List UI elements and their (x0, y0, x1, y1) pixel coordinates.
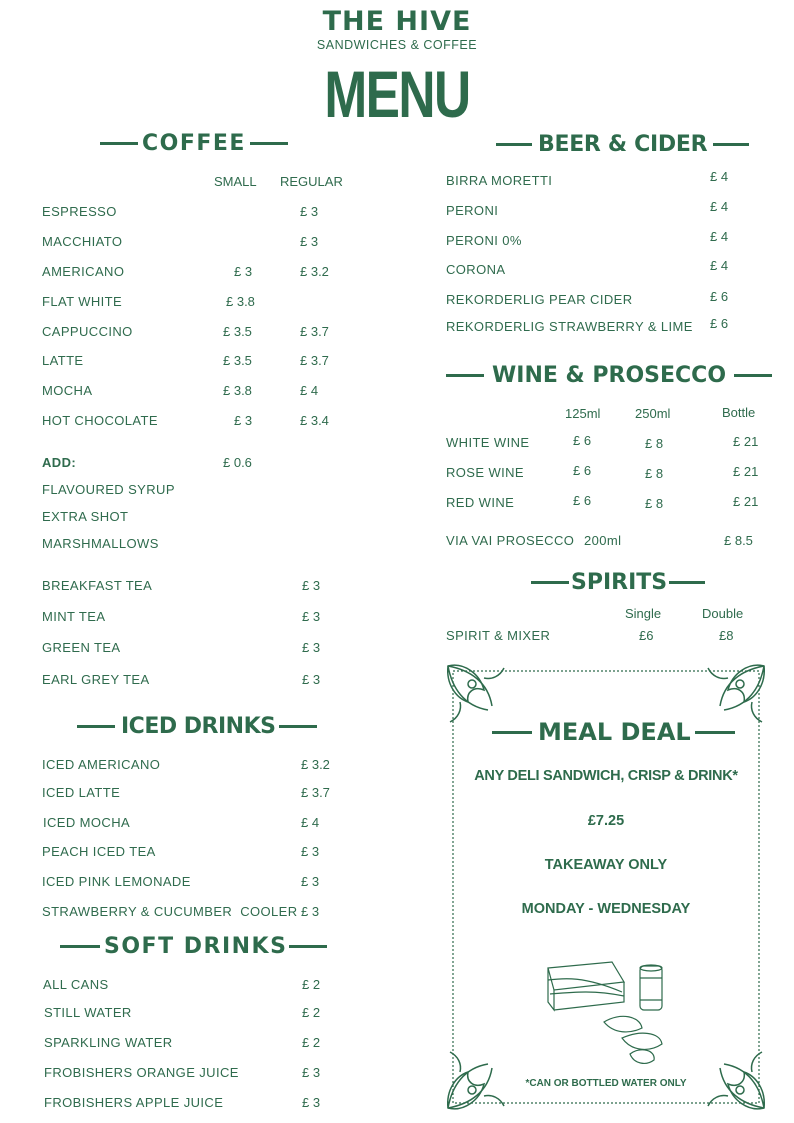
menu-item-name: EARL GREY TEA (42, 672, 150, 687)
menu-item-price: £ 3 (301, 874, 320, 889)
coffee-col-small: SMALL (214, 174, 257, 189)
menu-item-name: ICED PINK LEMONADE (42, 874, 191, 889)
heading-dash (100, 142, 138, 145)
menu-item-price-small: £ 3 (234, 413, 253, 428)
meal-deal-price: £7.25 (587, 813, 625, 829)
ornament-icon (708, 665, 764, 722)
wine-col-250: 250ml (635, 406, 671, 421)
menu-item-price: £ 2 (302, 1005, 321, 1020)
meal-deal-days: MONDAY - WEDNESDAY (521, 901, 691, 917)
menu-item-name: CAPPUCCINO (42, 324, 133, 339)
spirits-heading-text: SPIRITS (571, 570, 668, 595)
menu-item-price-125: £ 6 (573, 433, 592, 448)
menu-item-price: £ 4 (710, 258, 729, 273)
menu-item-name: MINT TEA (42, 609, 106, 624)
wine-heading (446, 363, 772, 388)
menu-item-price-bottle: £ 21 (733, 494, 759, 509)
heading-dash (669, 581, 705, 584)
menu-item-price: £ 2 (302, 977, 321, 992)
menu-item-price-regular: £ 3.7 (300, 324, 329, 339)
menu-item-name: ESPRESSO (42, 204, 117, 219)
menu-item-price: £ 4 (301, 815, 320, 830)
menu-item-price: £ 6 (710, 289, 729, 304)
menu-item-price-250: £ 8 (645, 496, 664, 511)
menu-item-name: PERONI 0% (446, 233, 522, 248)
menu-item-name: PEACH ICED TEA (42, 844, 156, 859)
menu-item-name: WHITE WINE (446, 435, 530, 450)
menu-item-name: ICED AMERICANO (42, 757, 161, 772)
menu-item-name: PERONI (446, 203, 499, 218)
menu-item-price: £ 3 (302, 578, 321, 593)
spirits-col-double: Double (702, 606, 744, 621)
menu-item-name: FROBISHERS ORANGE JUICE (44, 1065, 239, 1080)
menu-item-price: £ 4 (710, 229, 729, 244)
menu-item-price: £ 3.2 (301, 757, 330, 772)
spirits-price-single: £6 (639, 628, 654, 643)
menu-item-name: HOT CHOCOLATE (42, 413, 158, 428)
menu-item-name: SPIRIT & MIXER (446, 628, 551, 643)
prosecco-price: £ 8.5 (724, 533, 753, 548)
iced-heading-text: ICED DRINKS (121, 714, 276, 739)
heading-dash (289, 945, 327, 948)
menu-item-name: BREAKFAST TEA (42, 578, 153, 593)
menu-item-price: £ 3 (302, 672, 321, 687)
coffee-heading (100, 131, 288, 156)
menu-item-price-125: £ 6 (573, 463, 592, 478)
heading-dash (531, 581, 569, 584)
menu-item-price-250: £ 8 (645, 466, 664, 481)
heading-dash (713, 143, 749, 146)
can-icon (640, 965, 662, 1010)
menu-item-name: MACCHIATO (42, 234, 123, 249)
heading-dash (446, 374, 484, 377)
menu-item-price: £ 3 (302, 609, 321, 624)
menu-item-price: £ 2 (302, 1035, 321, 1050)
spirits-price-double: £8 (719, 628, 734, 643)
brand-title: THE HIVE (322, 6, 472, 37)
menu-item-price-regular: £ 3.7 (300, 353, 329, 368)
meal-deal-takeaway: TAKEAWAY ONLY (544, 857, 668, 873)
menu-item-name: RED WINE (446, 495, 515, 510)
wine-col-125: 125ml (565, 406, 601, 421)
menu-item-name: LATTE (42, 353, 84, 368)
spirits-heading (531, 570, 705, 595)
ornament-icon (448, 665, 504, 722)
add-label: ADD: (42, 455, 77, 470)
menu-item-name: ICED LATTE (42, 785, 121, 800)
menu-item-price-regular: £ 4 (300, 383, 319, 398)
coffee-col-regular: REGULAR (280, 174, 343, 189)
menu-item-name: AMERICANO (42, 264, 125, 279)
menu-item-price-small: £ 3.5 (223, 353, 252, 368)
menu-item-name: FROBISHERS APPLE JUICE (44, 1095, 224, 1110)
menu-item-price-small: £ 3.5 (223, 324, 252, 339)
menu-item-price-regular: £ 3 (300, 234, 319, 249)
beer-heading-text: BEER & CIDER (538, 132, 708, 157)
menu-item-price-regular: £ 3 (300, 204, 319, 219)
menu-item-name: STRAWBERRY & CUCUMBER COOLER (42, 904, 298, 919)
menu-item-name: BIRRA MORETTI (446, 173, 553, 188)
menu-item-name: CORONA (446, 262, 506, 277)
menu-item-price-250: £ 8 (645, 436, 664, 451)
menu-item-price-small: £ 3.8 (223, 383, 252, 398)
heading-dash (492, 731, 532, 734)
addon-item: EXTRA SHOT (42, 509, 129, 524)
menu-item-name: ROSE WINE (446, 465, 524, 480)
heading-dash (734, 374, 772, 377)
menu-item-name: REKORDERLIG STRAWBERRY & LIME (446, 319, 693, 334)
menu-item-price: £ 6 (710, 316, 729, 331)
menu-item-name: SPARKLING WATER (44, 1035, 173, 1050)
menu-item-price: £ 3.7 (301, 785, 330, 800)
menu-item-name: ICED MOCHA (43, 815, 131, 830)
menu-item-price-small: £ 3 (234, 264, 253, 279)
sandwich-icon (548, 962, 624, 1010)
beer-heading (496, 132, 749, 157)
menu-item-price-bottle: £ 21 (733, 434, 759, 449)
brand-subtitle: SANDWICHES & COFFEE (316, 38, 478, 52)
prosecco-name: VIA VAI PROSECCO (446, 533, 575, 548)
wine-col-bottle: Bottle (722, 405, 756, 420)
menu-item-price-regular: £ 3.2 (300, 264, 329, 279)
menu-item-name: GREEN TEA (42, 640, 121, 655)
coffee-heading-text: COFFEE (142, 131, 246, 156)
menu-title: MENU (324, 57, 470, 131)
iced-heading (77, 714, 317, 739)
heading-dash (60, 945, 100, 948)
crisps-icon (604, 1016, 662, 1063)
meal-deal-heading-text: MEAL DEAL (538, 718, 691, 746)
soft-heading-text: SOFT DRINKS (104, 934, 288, 959)
menu-item-price-bottle: £ 21 (733, 464, 759, 479)
meal-deal-heading (492, 718, 735, 746)
wine-heading-text: WINE & PROSECCO (492, 363, 727, 388)
spirits-col-single: Single (625, 606, 662, 621)
prosecco-size: 200ml (584, 533, 622, 548)
menu-item-price: £ 3 (301, 844, 320, 859)
add-price: £ 0.6 (223, 455, 252, 470)
meal-deal-footnote: *CAN OR BOTTLED WATER ONLY (525, 1078, 687, 1089)
meal-deal-description: ANY DELI SANDWICH, CRISP & DRINK* (474, 768, 738, 784)
heading-dash (496, 143, 532, 146)
menu-item-price-125: £ 6 (573, 493, 592, 508)
menu-item-price: £ 4 (710, 169, 729, 184)
menu-item-name: FLAT WHITE (42, 294, 123, 309)
menu-item-price-regular: £ 3.4 (300, 413, 329, 428)
menu-item-price-small: £ 3.8 (226, 294, 255, 309)
heading-dash (250, 142, 288, 145)
menu-item-price: £ 3 (302, 1095, 321, 1110)
menu-item-name: ALL CANS (43, 977, 109, 992)
heading-dash (279, 725, 317, 728)
heading-dash (695, 731, 735, 734)
menu-item-price: £ 4 (710, 199, 729, 214)
menu-item-name: REKORDERLIG PEAR CIDER (446, 292, 633, 307)
addon-item: MARSHMALLOWS (42, 536, 159, 551)
menu-item-name: STILL WATER (44, 1005, 132, 1020)
soft-heading (60, 934, 327, 959)
menu-item-price: £ 3 (302, 640, 321, 655)
addon-item: FLAVOURED SYRUP (42, 482, 175, 497)
heading-dash (77, 725, 115, 728)
menu-item-price: £ 3 (302, 1065, 321, 1080)
menu-item-price: £ 3 (301, 904, 320, 919)
menu-item-name: MOCHA (42, 383, 93, 398)
